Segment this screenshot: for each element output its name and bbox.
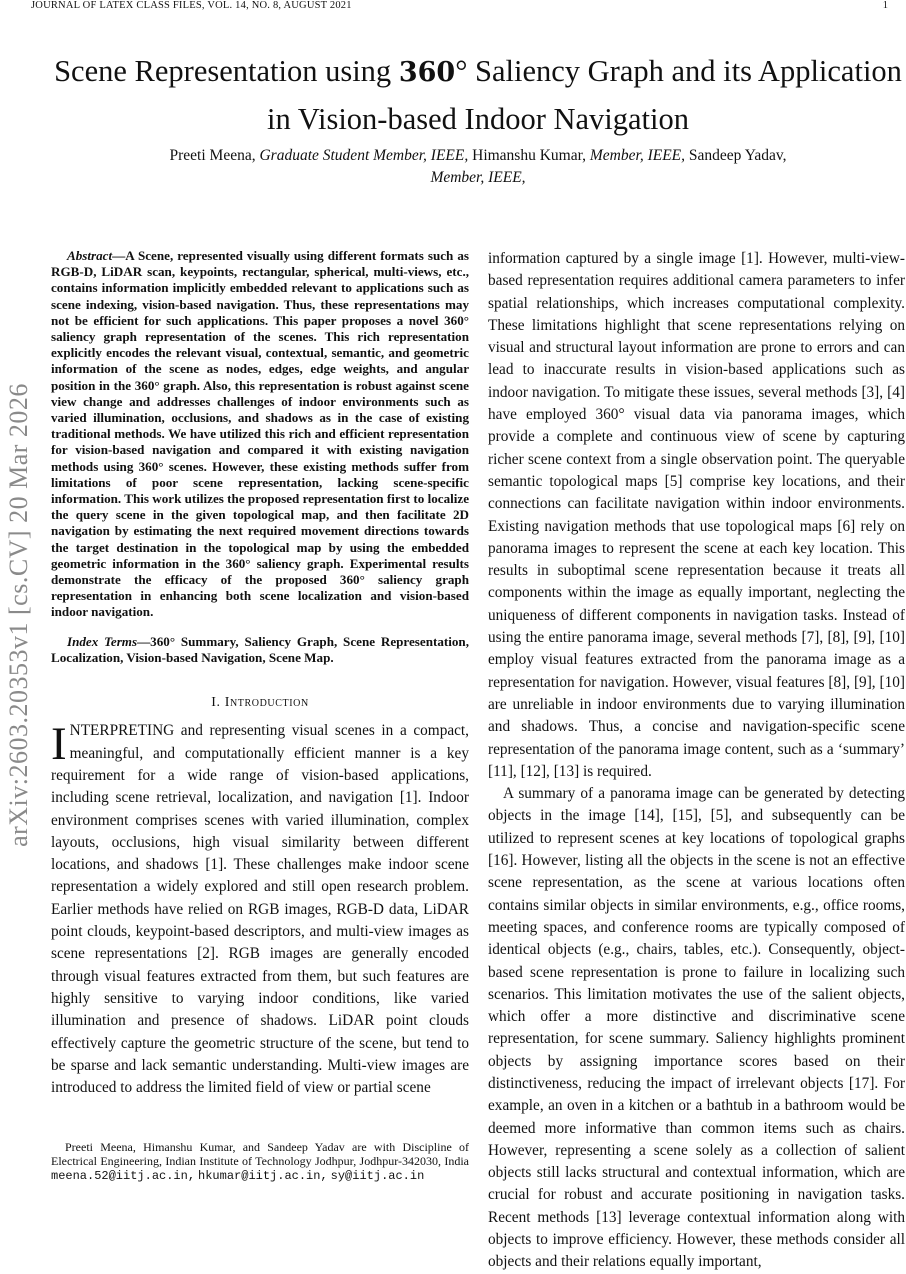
running-header: JOURNAL OF LATEX CLASS FILES, VOL. 14, NO. 8, AUGUST 2021: [31, 0, 352, 11]
author-3: Sandeep Yadav,: [688, 147, 787, 164]
right-column: [488, 248, 905, 1274]
author-3-role: Member, IEEE,: [430, 169, 526, 186]
index-terms-label: Index Terms: [67, 633, 138, 649]
paper-title: [40, 48, 906, 142]
intro-paragraph-1-continued: information captured by a single image [1]. However, multi-view-based representation requires additional camera parameters to infer spatial relationships, which increases computational complexity. These limitations highlight that scene representations relying on visual and structural layout information are prone to errors and can lead to inaccurate results in vision-based applications such as indoor navigation. To mitigate these issues, several methods [3], [4] have employed 360° visual data via panorama images, which provide a complete and continuous view of scene by capturing richer scene context from a single observation point. The queryable semantic topological maps [5] comprise key locations, and their connections can facilitate navigation within indoor environments. Existing navigation methods that use topological maps [6] rely on panorama images to represent the scene at each key location. This results in suboptimal scene representation because it treats all components within the image as equally important, neglecting the uniqueness of different components in navigation tasks. Instead of using the entire panorama image, several methods [7], [8], [9], [10] employ visual features extracted from the panorama image as a representation for navigation. However, visual features [8], [9], [10] are unreliable in indoor environments due to varying illumination and shadows. Thus, a concise and navigation-specific scene representation of the panorama image content, such as a ‘summary’ [11], [12], [13] is required.: [488, 250, 905, 780]
abstract-text: —A Scene, represented visually using different formats such as RGB-D, LiDAR scan, keypoints, rectangular, spherical, multi-views, etc., contains information implicitly embedded relevant to applications such as scene indexing, vision-based navigation. Thus, these representations may not be efficient for such applications. This paper proposes a novel 360° saliency graph representation of the scenes. This rich representation explicitly encodes the relevant visual, contextual, semantic, and geometric information of the scene as nodes, edges, edge weights, and angular position in the 360° graph. Also, this representation is robust against scene view change and addresses challenges of indoor environments such as varied illumination, occlusions, and shadows as in the case of existing traditional methods. We have utilized this rich and efficient representation for vision-based navigation and compared it with existing navigation methods using 360° scenes. However, these existing methods suffer from limitations of poor scene representation, lacking scene-specific information. This work utilizes the proposed representation first to localize the query scene in the given topological map, and then facilitate 2D navigation by estimating the next required movement directions towards the target destination in the topological map by using the embedded geometric information in the 360° saliency graph. Experimental results demonstrate the efficacy of the proposed 360° saliency graph representation in enhancing both scene localization and vision-based indoor navigation.: [51, 248, 470, 620]
page-number: 1: [882, 0, 888, 11]
affiliation-footnote: [51, 1140, 469, 1184]
arxiv-watermark: [2, 320, 36, 910]
title-part-1: Scene Representation using: [54, 54, 399, 88]
section-number: I.: [211, 695, 221, 711]
index-terms-text: —360° Summary, Saliency Graph, Scene Representation, Localization, Vision-based Navigation, Scene Map.: [51, 633, 469, 665]
title-360: 360: [398, 57, 456, 88]
email-kumar[interactable]: hkumar@iitj.ac.in,: [198, 1169, 328, 1184]
abstract-label: Abstract: [67, 248, 113, 263]
author-2: Himanshu Kumar,: [472, 147, 587, 164]
author-1-role: Graduate Student Member, IEEE,: [259, 147, 469, 164]
email-yadav[interactable]: sy@iitj.ac.in: [330, 1169, 425, 1184]
abstract: [51, 248, 469, 621]
section-title: Introduction: [224, 695, 309, 711]
footnote-affiliation: Preeti Meena, Himanshu Kumar, and Sandeep Yadav are with Discipline of Electrical Engineering, Indian Institute of Technology Jodhpur, Jodhpur-342030, India: [51, 1140, 469, 1169]
email-meena[interactable]: meena.52@iitj.ac.in,: [51, 1169, 196, 1184]
index-terms: [51, 634, 469, 666]
author-list: [40, 145, 906, 189]
section-heading-introduction: [51, 692, 469, 714]
author-2-role: Member, IEEE,: [589, 147, 686, 164]
author-1: Preeti Meena,: [169, 147, 256, 164]
left-column: [51, 248, 469, 1099]
footnote-text: [51, 1140, 469, 1184]
intro-paragraph-1-text: NTERPRETING and representing visual scenes in a compact, meaningful, and computationally efficient manner is a key requirement for a wide range of vision-based applications, including scene retrieval, localization, and navigation [1]. Indoor environment comprises scenes with varied illumination, complex layouts, occlusions, high visual similarity between different locations, and shadows [1]. These challenges make indoor scene representation a widely explored and still open research problem. Earlier methods have relied on RGB images, RGB-D data, LiDAR point clouds, keypoint-based descriptors, and multi-view images as scene representations [2]. RGB images are generally encoded through visual features extracted from them, but such features are highly sensitive to varying indoor conditions, like varied illumination and presence of shadows. LiDAR point clouds effectively capture the geometric structure of the scene, but tend to be sparse and lack semantic understanding. Multi-view images are introduced to address the limited field of view or partial scene: [51, 722, 469, 1097]
arxiv-id: arXiv:2603.20353v1 [cs.CV] 20 Mar 2026: [4, 383, 33, 847]
intro-paragraph-1: [51, 720, 469, 1099]
intro-paragraph-2: A summary of a panorama image can be generated by detecting objects in the image [14], [15], [5], and subsequently can be utilized to represent scenes at key locations of topological graphs [16]. However, listing all the objects in the scene is not an effective scene representation, as the scene at various locations often contains similar objects in similar environments, e.g., office rooms, meeting spaces, and conference rooms are typically composed of identical objects (e.g., chairs, tables, etc.). Consequently, object-based scene representation is prone to failure in localizing such scenarios. This limitation motivates the use of the salient objects, which offer a more distinctive and discriminative scene representation, for scene summary. Saliency highlights prominent objects by assigning importance scores based on their distinctiveness, reducing the impact of irrelevant objects [17]. For example, an oven in a kitchen or a bathtub in a bathroom would be deemed more informative than common items such as chairs. However, representing a scene solely as a collection of salient objects still lacks structural and contextual information, which are crucial for robust and accurate positioning in navigation tasks. Recent methods [13] leverage contextual information along with objects to improve efficiency. However, these methods consider all objects and their relations equally important,: [488, 785, 905, 1271]
title-part-2: ° Saliency Graph and its Application in Vision-based Indoor Navigation: [267, 54, 902, 136]
drop-cap: I: [51, 718, 67, 771]
